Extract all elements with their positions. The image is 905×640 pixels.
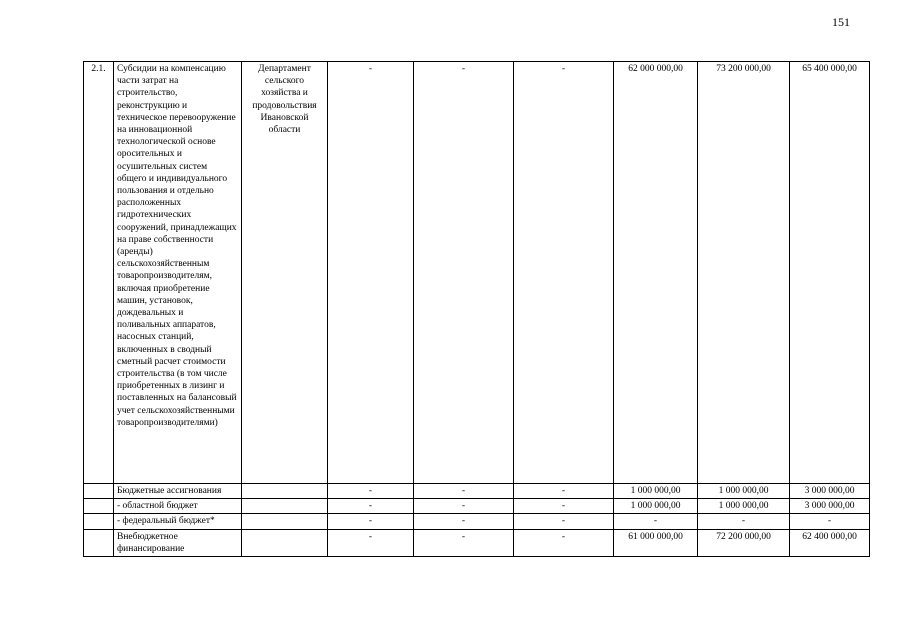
cell-value: -	[414, 484, 514, 499]
budget-table	[83, 61, 870, 557]
row-name: - федеральный бюджет*	[114, 514, 242, 529]
cell-value: -	[414, 499, 514, 514]
cell-value: -	[614, 514, 698, 529]
row-executor	[242, 484, 328, 499]
cell-value: -	[514, 62, 614, 484]
cell-value: 61 000 000,00	[614, 529, 698, 556]
row-name: Бюджетные ассигнования	[114, 484, 242, 499]
cell-value: 62 400 000,00	[790, 529, 870, 556]
cell-value: -	[414, 514, 514, 529]
table-row	[84, 62, 870, 484]
cell-value: -	[514, 529, 614, 556]
cell-value: -	[698, 514, 790, 529]
cell-value: 1 000 000,00	[698, 484, 790, 499]
row-number	[84, 529, 114, 556]
row-executor	[242, 514, 328, 529]
cell-value: 1 000 000,00	[614, 484, 698, 499]
row-name: Внебюджетное финансирование	[114, 529, 242, 556]
row-number	[84, 514, 114, 529]
cell-value: 62 000 000,00	[614, 62, 698, 484]
row-name: Субсидии на компенсацию части затрат на строительство, реконструкцию и техническое перевооружение на инновационной технологической основе оросительных и осушительных систем общего и индивидуального пользования и отдельно расположенных гидротехнических сооружений, принадлежащих на праве собственности (аренды) сельскохозяйственным товаропроизводителям, включая приобретение машин, установок, дождевальных и поливальных аппаратов, насосных станций, включенных в сводный сметный расчет стоимости строительства (в том числе приобретенных в лизинг и поставленных на балансовый учет сельскохозяйственными товаропроизводителями)	[114, 62, 242, 484]
page-number: 151	[832, 15, 850, 29]
cell-value: 72 200 000,00	[698, 529, 790, 556]
cell-value: -	[328, 529, 414, 556]
cell-value: -	[790, 514, 870, 529]
row-number	[84, 499, 114, 514]
cell-value: 73 200 000,00	[698, 62, 790, 484]
cell-value: -	[414, 62, 514, 484]
cell-value: -	[328, 514, 414, 529]
table-row	[84, 484, 870, 499]
cell-value: 1 000 000,00	[614, 499, 698, 514]
cell-value: 1 000 000,00	[698, 499, 790, 514]
cell-value: -	[414, 529, 514, 556]
cell-value: -	[514, 499, 614, 514]
cell-value: -	[514, 484, 614, 499]
row-executor: Департамент сельского хозяйства и продовольствия Ивановской области	[242, 62, 328, 484]
row-executor	[242, 529, 328, 556]
table-row	[84, 529, 870, 556]
cell-value: 3 000 000,00	[790, 484, 870, 499]
cell-value: -	[328, 484, 414, 499]
row-number	[84, 484, 114, 499]
table-row	[84, 499, 870, 514]
row-name: - областной бюджет	[114, 499, 242, 514]
row-executor	[242, 499, 328, 514]
cell-value: 65 400 000,00	[790, 62, 870, 484]
cell-value: -	[514, 514, 614, 529]
row-number: 2.1.	[84, 62, 114, 484]
table-row	[84, 514, 870, 529]
cell-value: -	[328, 499, 414, 514]
cell-value: 3 000 000,00	[790, 499, 870, 514]
cell-value: -	[328, 62, 414, 484]
